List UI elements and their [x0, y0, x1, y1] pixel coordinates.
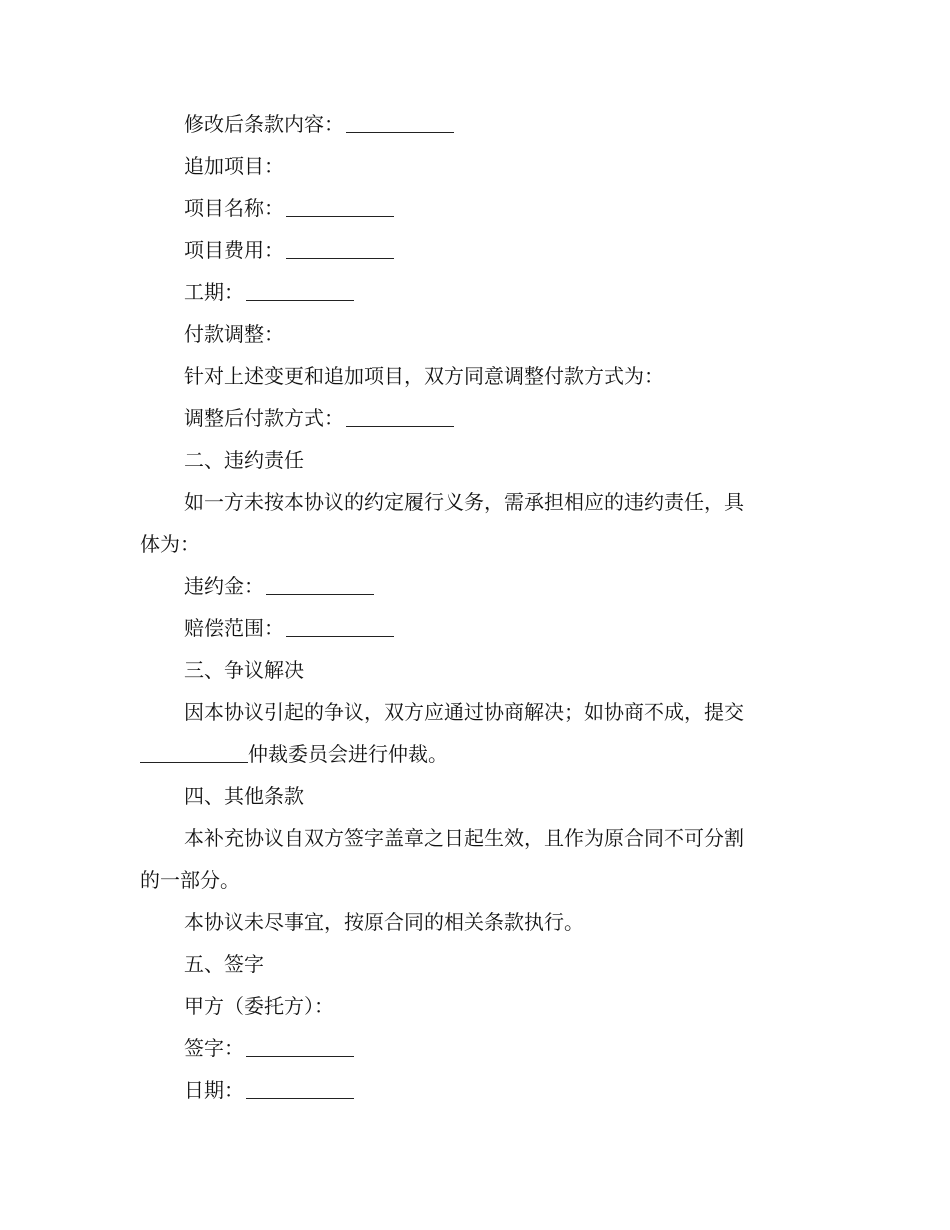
date-label: 日期：	[184, 1078, 244, 1102]
item-name-line	[140, 192, 800, 224]
payment-adjustment-line	[140, 318, 800, 350]
section4-paragraph-text1: 本补充协议自双方签字盖章之日起生效，且作为原合同不可分割	[184, 826, 744, 850]
section4-title	[140, 780, 800, 812]
section4-paragraph-line1	[140, 822, 800, 854]
section3-paragraph-text1: 因本协议引起的争议，双方应通过协商解决；如协商不成，提交	[184, 700, 744, 724]
section5-title	[140, 948, 800, 980]
section5-title-text: 五、签字	[184, 952, 264, 976]
item-cost-label: 项目费用：	[184, 238, 284, 262]
modified-clause-line	[140, 108, 800, 140]
payment-adjustment-label: 付款调整：	[184, 322, 284, 346]
section4-paragraph-text2: 的一部分。	[140, 868, 240, 892]
section3-title	[140, 654, 800, 686]
additional-items-line	[140, 150, 800, 182]
section2-paragraph-line1	[140, 486, 800, 518]
compensation-scope-blank[interactable]	[286, 635, 394, 637]
section2-title-text: 二、违约责任	[184, 448, 304, 472]
section3-paragraph-line2	[140, 738, 800, 770]
section4-paragraph-line2	[140, 864, 800, 896]
section2-paragraph-line2	[140, 528, 800, 560]
section3-paragraph-line1	[140, 696, 800, 728]
payment-statement-line	[140, 360, 800, 392]
adjusted-payment-blank[interactable]	[346, 425, 454, 427]
section2-paragraph-text1: 如一方未按本协议的约定履行义务，需承担相应的违约责任，具	[184, 490, 744, 514]
party-a-label: 甲方（委托方）：	[184, 994, 334, 1018]
modified-clause-label: 修改后条款内容：	[184, 112, 344, 136]
payment-statement-text: 针对上述变更和追加项目，双方同意调整付款方式为：	[184, 364, 664, 388]
section3-paragraph-text2: 仲裁委员会进行仲裁。	[248, 742, 448, 766]
section2-paragraph-text2: 体为：	[140, 532, 200, 556]
duration-line	[140, 276, 800, 308]
adjusted-payment-line	[140, 402, 800, 434]
item-cost-line	[140, 234, 800, 266]
duration-blank[interactable]	[246, 299, 354, 301]
signature-label: 签字：	[184, 1036, 244, 1060]
duration-label: 工期：	[184, 280, 244, 304]
signature-blank[interactable]	[246, 1055, 354, 1057]
additional-items-label: 追加项目：	[184, 154, 284, 178]
section4-paragraph2-text: 本协议未尽事宜，按原合同的相关条款执行。	[184, 910, 584, 934]
section4-title-text: 四、其他条款	[184, 784, 304, 808]
arbitration-committee-blank[interactable]	[140, 761, 248, 763]
section3-title-text: 三、争议解决	[184, 658, 304, 682]
item-cost-blank[interactable]	[286, 257, 394, 259]
penalty-blank[interactable]	[266, 593, 374, 595]
penalty-line	[140, 570, 800, 602]
date-line	[140, 1074, 800, 1106]
penalty-label: 违约金：	[184, 574, 264, 598]
compensation-scope-label: 赔偿范围：	[184, 616, 284, 640]
compensation-scope-line	[140, 612, 800, 644]
signature-line	[140, 1032, 800, 1064]
date-blank[interactable]	[246, 1097, 354, 1099]
section4-paragraph2	[140, 906, 800, 938]
party-a-line	[140, 990, 800, 1022]
modified-clause-blank[interactable]	[346, 131, 454, 133]
section2-title	[140, 444, 800, 476]
item-name-label: 项目名称：	[184, 196, 284, 220]
adjusted-payment-label: 调整后付款方式：	[184, 406, 344, 430]
item-name-blank[interactable]	[286, 215, 394, 217]
